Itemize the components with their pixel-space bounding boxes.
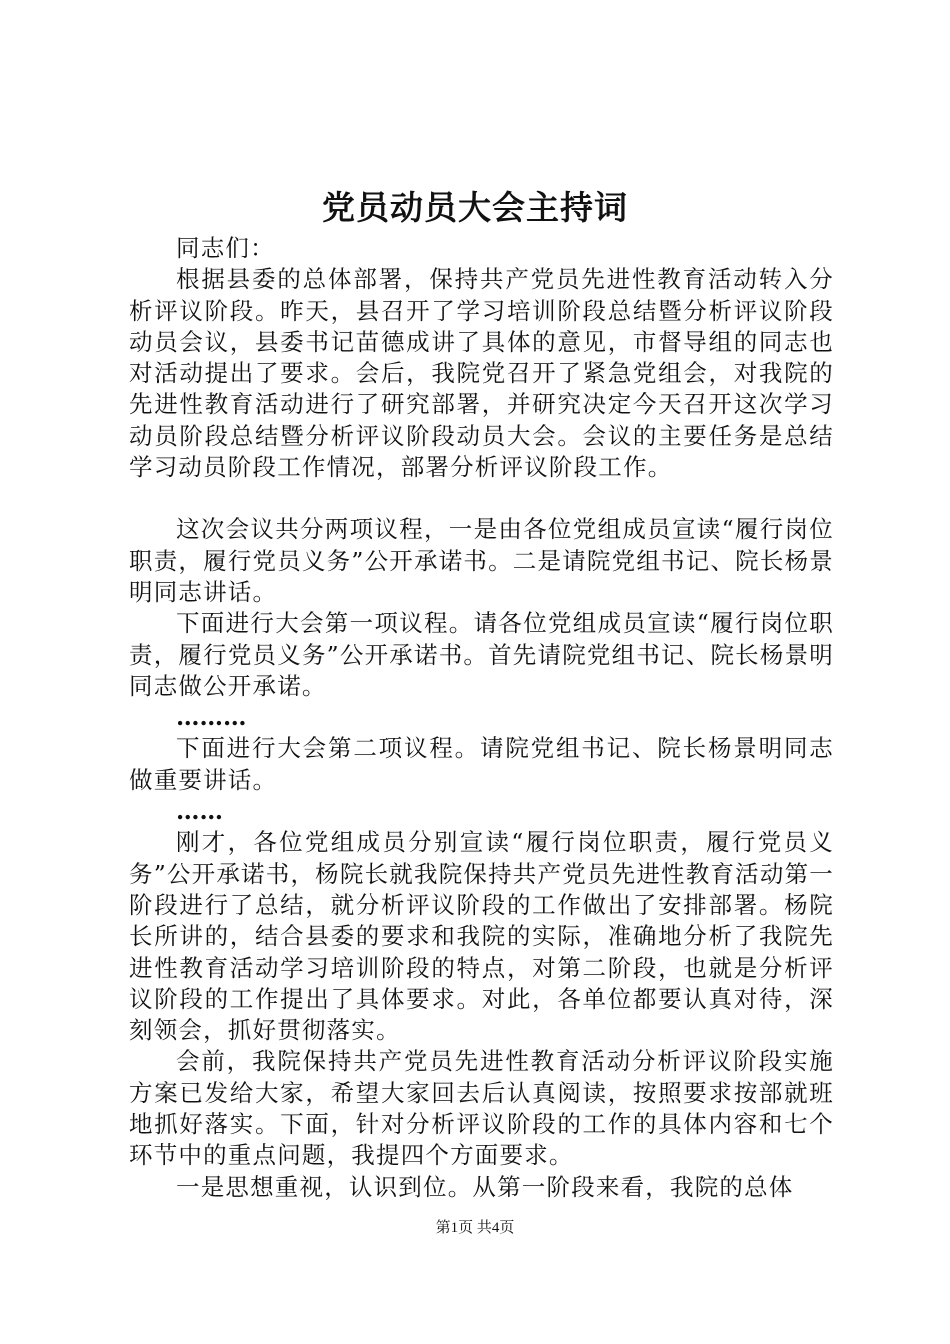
paragraph-2: 这次会议共分两项议程，一是由各位党组成员宣读“履行岗位职责，履行党员义务”公开承诺书。二是请院党组书记、院长杨景明同志讲话。 — [129, 515, 834, 606]
document-title: 党员动员大会主持词 — [322, 188, 628, 227]
salutation: 同志们： — [176, 234, 275, 262]
paragraph-7: 一是思想重视，认识到位。从第一阶段来看，我院的总体 — [176, 1172, 794, 1201]
page-number: 第1页 共4页 — [435, 1220, 515, 1236]
document-body — [129, 233, 834, 1203]
paragraph-4: 下面进行大会第二项议程。请院党组书记、院长杨景明同志做重要讲话。 — [129, 734, 834, 794]
ellipsis-2: …… — [176, 797, 223, 826]
paragraph-6: 会前，我院保持共产党员先进性教育活动分析评议阶段实施方案已发给大家，希望大家回去后认真阅读，按照要求按部就班地抓好落实。下面，针对分析评议阶段的工作的具体内容和七个环节中的重点问题，我提四个方面要求。 — [129, 1047, 834, 1170]
ellipsis-1: ……… — [176, 703, 247, 732]
paragraph-3: 下面进行大会第一项议程。请各位党组成员宣读“履行岗位职责，履行党员义务”公开承诺书。首先请院党组书记、院长杨景明同志做公开承诺。 — [129, 609, 834, 700]
paragraph-5: 刚才，各位党组成员分别宣读“履行岗位职责，履行党员义务”公开承诺书，杨院长就我院保持共产党员先进性教育活动第一阶段进行了总结，就分析评议阶段的工作做出了安排部署。杨院长所讲的，结合县委的要求和我院的实际，准确地分析了我院先进性教育活动学习培训阶段的特点，对第二阶段，也就是分析评议阶段的工作提出了具体要求。对此，各单位都要认真对待，深刻领会，抓好贯彻落实。 — [129, 828, 834, 1045]
paragraph-1: 根据县委的总体部署，保持共产党员先进性教育活动转入分析评议阶段。昨天，县召开了学习培训阶段总结暨分析评议阶段动员会议，县委书记苗德成讲了具体的意见，市督导组的同志也对活动提出了要求。会后，我院党召开了紧急党组会，对我院的先进性教育活动进行了研究部署，并研究决定今天召开这次学习动员阶段总结暨分析评议阶段动员大会。会议的主要任务是总结学习动员阶段工作情况，部署分析评议阶段工作。 — [129, 265, 834, 482]
